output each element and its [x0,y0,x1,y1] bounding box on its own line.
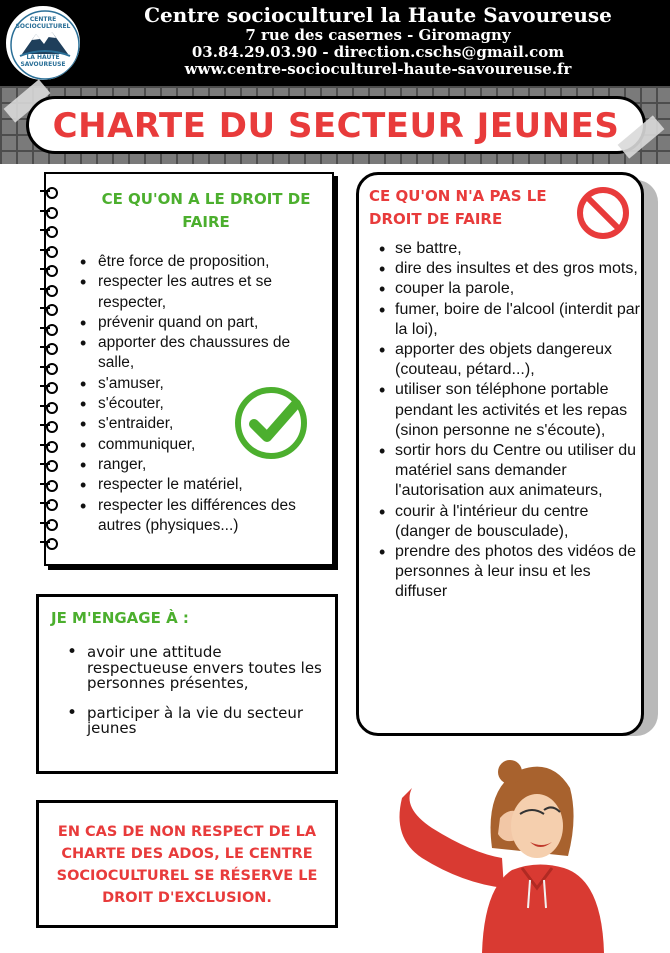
engagement-list [67,645,327,751]
centre-logo [4,4,82,82]
forbidden-list [369,239,645,603]
list-item: • prendre des photos des vidéos de personnes à leur insu et les diffuser [369,542,645,603]
list-item: • se battre, [369,239,645,259]
allowed-heading: CE QU'ON A LE DROIT DE FAIRE [101,190,311,231]
list-item: • avoir une attitude respectueuse envers toutes les personnes présentes, [67,645,327,692]
header-text [90,3,666,78]
website-link[interactable]: www.centre-socioculturel-haute-savoureuse.fr [184,60,572,78]
list-item: • s'amuser, [80,374,330,394]
list-item: • sortir hors du Centre ou utiliser du matériel sans demander l'autorisation aux animateurs, [369,441,645,502]
list-item: • courir à l'intérieur du centre (danger de bousculade), [369,502,645,542]
list-item: • couper la parole, [369,279,645,299]
engagement-box [36,594,338,774]
spiral-ring-icon [40,533,62,553]
logo-text-top: CENTRE SOCIOCULTUREL [15,16,71,30]
forbidden-box [356,172,644,736]
spiral-ring-icon [40,338,62,358]
logo-text-bottom: LA HAUTE SAVOUREUSE [20,54,66,68]
checkmark-icon [232,384,310,462]
header [0,0,670,86]
spiral-ring-icon [40,416,62,436]
spiral-ring-icon [40,455,62,475]
spiral-ring-icon [40,319,62,339]
spiral-ring-icon [40,358,62,378]
list-item: • apporter des chaussures de salle, [80,333,330,374]
address: 7 rue des casernes - Giromagny [245,26,511,44]
spiral-ring-icon [40,397,62,417]
list-item: • s'entraider, [80,414,330,434]
list-item: • participer à la vie du secteur jeunes [67,706,327,737]
forbidden-heading: CE QU'ON N'A PAS LE DROIT DE FAIRE [369,187,547,228]
list-item: • ranger, [80,455,330,475]
spiral-ring-icon [40,202,62,222]
organization-name: Centre socioculturel la Haute Savoureuse [144,3,612,27]
engagement-heading: JE M'ENGAGE À : [51,609,189,627]
list-item: • s'écouter, [80,394,330,414]
list-item: • fumer, boire de l'alcool (interdit par la loi), [369,300,645,340]
title-banner [0,86,670,164]
spiral-ring-icon [40,436,62,456]
girl-illustration [392,748,662,953]
contact-info: 03.84.29.03.90 - direction.cschs@gmail.com [191,43,565,61]
spiral-ring-icon [40,182,62,202]
spiral-ring-icon [40,221,62,241]
page-title: CHARTE DU SECTEUR JEUNES [52,106,620,146]
spiral-ring-icon [40,494,62,514]
list-item: • apporter des objets dangereux (couteau, pétard...), [369,340,645,380]
spiral-ring-icon [40,475,62,495]
spiral-ring-icon [40,280,62,300]
list-item: • communiquer, [80,435,330,455]
list-item: • être force de proposition, [80,252,330,272]
list-item: • utiliser son téléphone portable pendant les activités et les repas (sinon personne ne s'écoute), [369,380,645,441]
list-item: • dire des insultes et des gros mots, [369,259,645,279]
spiral-ring-icon [40,241,62,261]
spiral-binding [40,182,62,553]
title-pill [26,96,646,154]
allowed-box [44,172,334,566]
spiral-ring-icon [40,299,62,319]
spiral-ring-icon [40,260,62,280]
warning-box [36,800,338,928]
exclusion-warning: EN CAS DE NON RESPECT DE LA CHARTE DES ADOS, LE CENTRE SOCIOCULTUREL SE RÉSERVE LE DROIT D'EXCLUSION. [56,824,318,906]
no-entry-icon [575,185,631,241]
spiral-ring-icon [40,377,62,397]
list-item: • respecter le matériel, [80,475,330,495]
spiral-ring-icon [40,514,62,534]
list-item: • prévenir quand on part, [80,313,330,333]
list-item: • respecter les autres et se respecter, [80,272,330,313]
list-item: • respecter les différences des autres (physiques...) [80,496,330,537]
